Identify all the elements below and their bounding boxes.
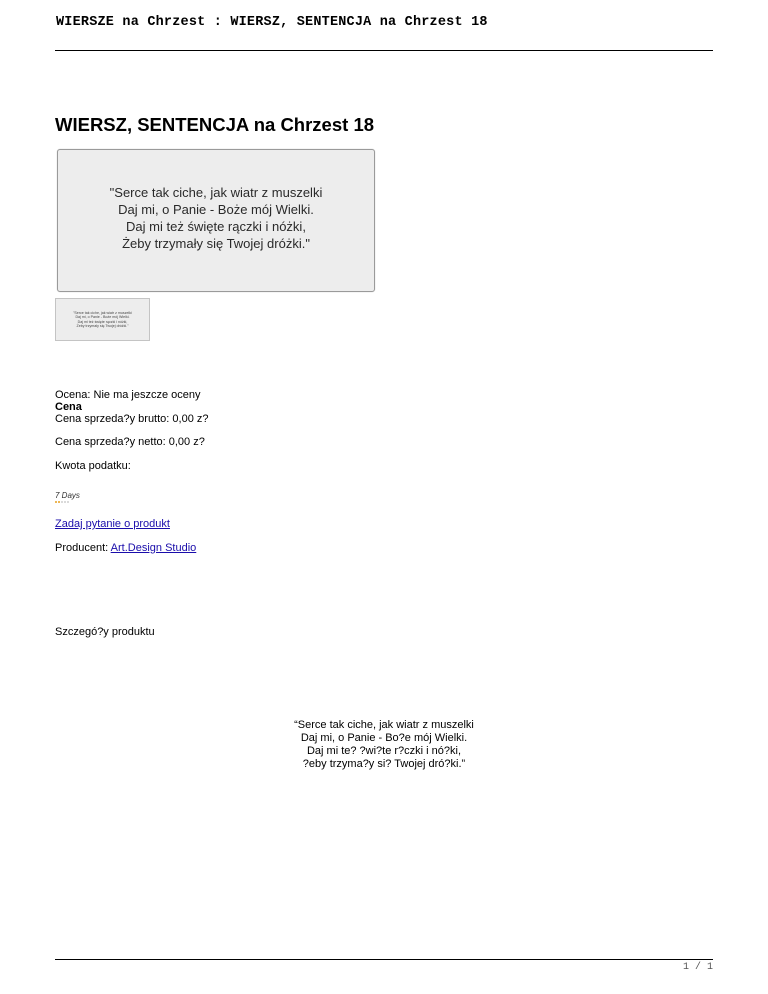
price-gross: Cena sprzeda?y brutto: 0,00 z? — [55, 413, 209, 425]
poem-line: Żeby trzymały się Twojej dróżki." — [122, 235, 310, 251]
header-divider — [55, 50, 713, 51]
footer-divider — [55, 959, 713, 960]
poem-line: Daj mi też święte rączki i nóżki, — [126, 218, 306, 234]
badge-dot — [64, 501, 66, 503]
product-thumbnail[interactable] — [55, 298, 150, 341]
price-net: Cena sprzeda?y netto: 0,00 z? — [55, 436, 205, 448]
badge-dot — [55, 501, 57, 503]
thumbnail-poem-line: Daj mi też święte rączki i nóżki, — [77, 319, 128, 324]
details-heading: Szczegó?y produktu — [55, 626, 155, 638]
running-header-title: WIERSZE na Chrzest : WIERSZ, SENTENCJA na Chrzest 18 — [56, 15, 488, 30]
badge-dot — [58, 501, 60, 503]
page-title: WIERSZ, SENTENCJA na Chrzest 18 — [55, 114, 375, 135]
delivery-badge-text: 7 Days — [55, 491, 80, 500]
description-line: Daj mi te? ?wi?te r?czki i nó?ki, — [306, 745, 462, 757]
description-line: Daj mi, o Panie - Bo?e mój Wielki. — [300, 732, 468, 744]
product-image-poem — [110, 184, 323, 252]
price-heading: Cena — [55, 401, 82, 413]
rating-text: Ocena: Nie ma jeszcze oceny — [55, 389, 201, 401]
product-image[interactable] — [57, 149, 375, 292]
poem-line: "Serce tak ciche, jak wiatr z muszelki — [109, 184, 323, 200]
poem-line: Daj mi, o Panie - Boże mój Wielki. — [118, 201, 314, 217]
delivery-badge — [55, 491, 80, 503]
thumbnail-poem-line: Żeby trzymały się Twojej dróżki." — [76, 323, 129, 328]
thumbnail-poem-line: Daj mi, o Panie - Boże mój Wielki. — [75, 315, 130, 320]
ask-question-link[interactable]: Zadaj pytanie o produkt — [55, 518, 170, 530]
delivery-badge-dots — [55, 501, 80, 503]
product-description — [294, 719, 474, 771]
page-number: 1 / 1 — [682, 962, 713, 973]
description-line: “Serce tak ciche, jak wiatr z muszelki — [294, 719, 474, 731]
producer-line — [55, 542, 196, 555]
description-line: ?eby trzyma?y si? Twojej dró?ki.” — [302, 758, 466, 770]
badge-dot — [67, 501, 69, 503]
tax-amount: Kwota podatku: — [55, 460, 131, 472]
thumbnail-poem-line: "Serce tak ciche, jak wiatr z muszelki — [73, 310, 132, 315]
producer-link[interactable]: Art.Design Studio — [110, 542, 197, 554]
producer-label: Producent: — [55, 542, 109, 554]
badge-dot — [61, 501, 63, 503]
